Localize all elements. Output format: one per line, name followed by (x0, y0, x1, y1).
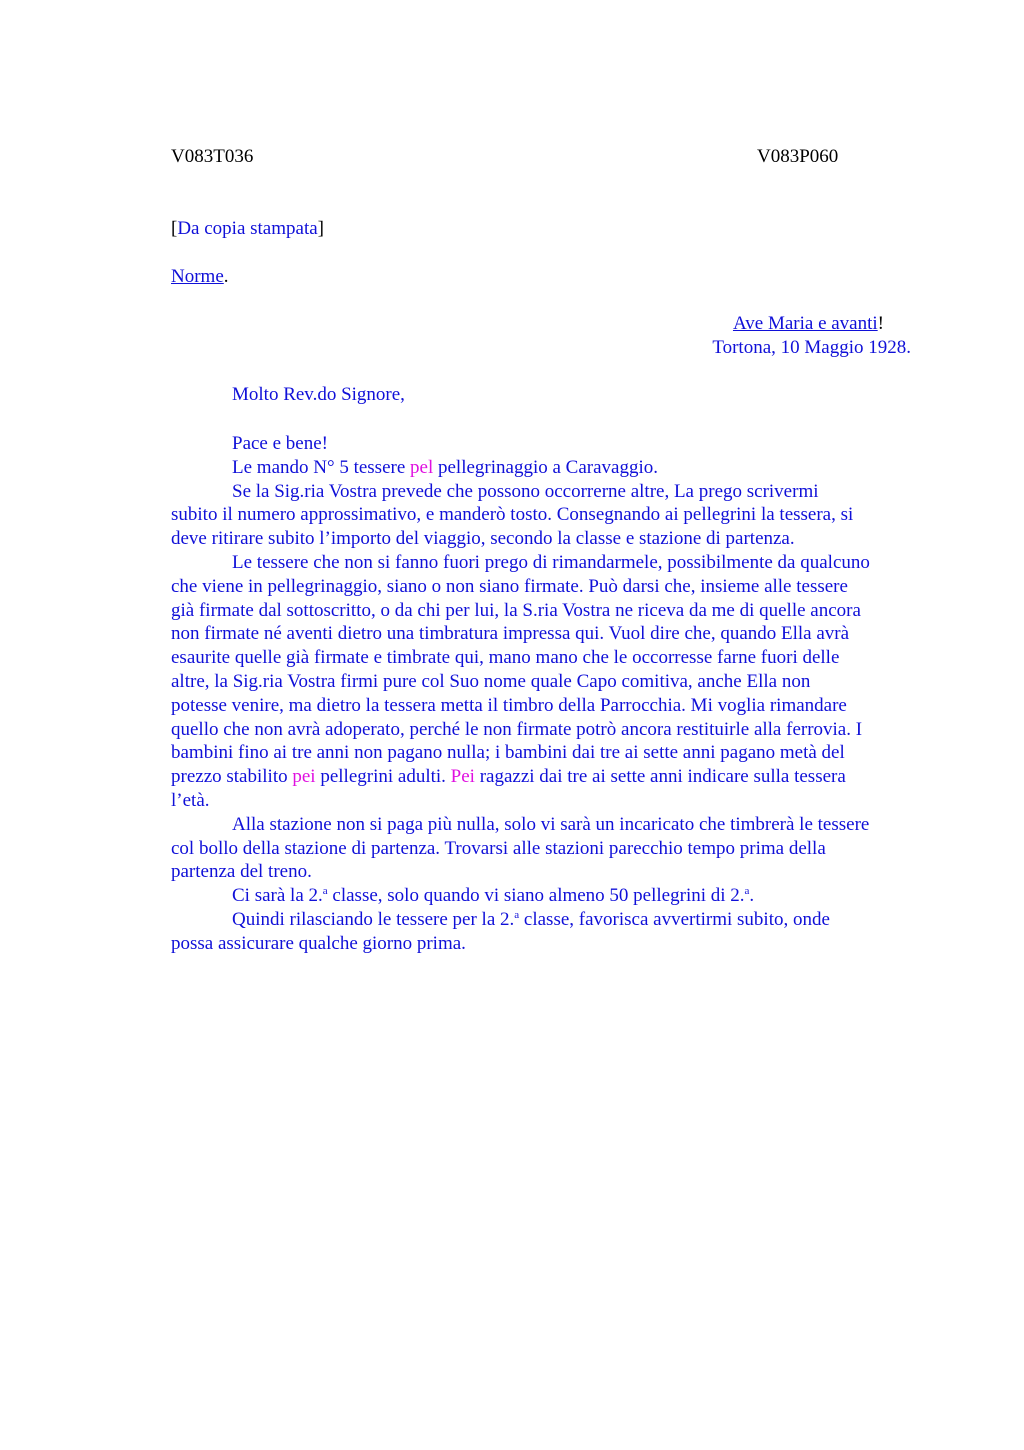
body-line: che viene in pellegrinaggio, siano o non siano firmate. Può darsi che, insieme alle tessere (171, 575, 848, 597)
salutation: Molto Rev.do Signore, (232, 384, 405, 405)
source-note-text: Da copia stampata (177, 218, 318, 239)
body-line: l’età. (171, 789, 210, 811)
section-heading-punct: . (223, 266, 229, 287)
body-line: col bollo della stazione di partenza. Trovarsi alle stazioni parecchio tempo prima della (171, 837, 826, 859)
body-line: già firmate dal sottoscritto, o da chi per lui, la S.ria Vostra ne riceva da me di quelle ancora (171, 599, 861, 621)
body-line: esaurite quelle già firmate e timbrate qui, mano mano che le occorresse farne fuori delle (171, 647, 840, 669)
highlighted-word: Pei (450, 766, 475, 788)
body-line: subito il numero approssimativo, e manderò tosto. Consegnando ai pellegrini la tessera, si (171, 504, 854, 526)
motto-text: Ave Maria e avanti (732, 313, 878, 334)
body-line: Pace e bene! (232, 433, 328, 454)
body-line: non firmate né aventi dietro una timbratura impressa qui. Vuol dire che, quando Ella avrà (171, 623, 850, 645)
body-line: Se la Sig.ria Vostra prevede che possono occorrerne altre, La prego scrivermi (232, 480, 819, 502)
body-line: quello che non avrà adoperato, perché le non firmate potrò ancora restituirle alla ferrovia. I (171, 718, 863, 740)
section-heading-text: Norme (171, 266, 224, 287)
source-note-bracket-close: ] (317, 218, 324, 239)
motto (733, 313, 884, 335)
source-note (171, 218, 324, 240)
body-line: possa assicurare qualche giorno prima. (171, 932, 466, 954)
body-line: partenza del treno. (171, 861, 312, 883)
body-line: Le mando N° 5 tessere pel pellegrinaggio a Caravaggio. (232, 456, 658, 478)
body-line: deve ritirare subito l’importo del viaggio, secondo la classe e stazione di partenza. (171, 528, 795, 550)
document-code-left: V083T036 (171, 146, 254, 167)
document-code-right: V083P060 (757, 146, 839, 167)
highlighted-word: pei (292, 766, 316, 788)
date-line: Tortona, 10 Maggio 1928. (712, 337, 911, 358)
source-note-bracket-open: [ (171, 218, 178, 239)
section-heading (171, 266, 229, 288)
body-line: Ci sarà la 2.$^a$ classe, solo quando vi siano almeno 50 pellegrini di 2.$^a$. (232, 885, 755, 907)
body-line: bambini fino ai tre anni non pagano nulla; i bambini dai tre ai sette anni pagano metà del (171, 742, 845, 764)
letter-body (171, 432, 931, 956)
highlighted-word: pel (410, 456, 434, 478)
body-line: potesse venire, ma dietro la tessera metta il timbro della Parrocchia. Mi voglia rimandare (171, 694, 847, 716)
body-line: altre, la Sig.ria Vostra firmi pure col Suo nome quale Capo comitiva, anche Ella non (171, 670, 811, 692)
body-line: Le tessere che non si fanno fuori prego di rimandarmele, possibilmente da qualcuno (232, 551, 870, 573)
body-line: Alla stazione non si paga più nulla, solo vi sarà un incaricato che timbrerà le tessere (232, 813, 870, 835)
body-line: prezzo stabilito pei pellegrini adulti. Pei ragazzi dai tre ai sette anni indicare sulla tessera (171, 766, 846, 788)
body-line: Quindi rilasciando le tessere per la 2.$^a$ classe, favorisca avvertirmi subito, onde (232, 908, 830, 930)
motto-punct: ! (877, 313, 884, 334)
